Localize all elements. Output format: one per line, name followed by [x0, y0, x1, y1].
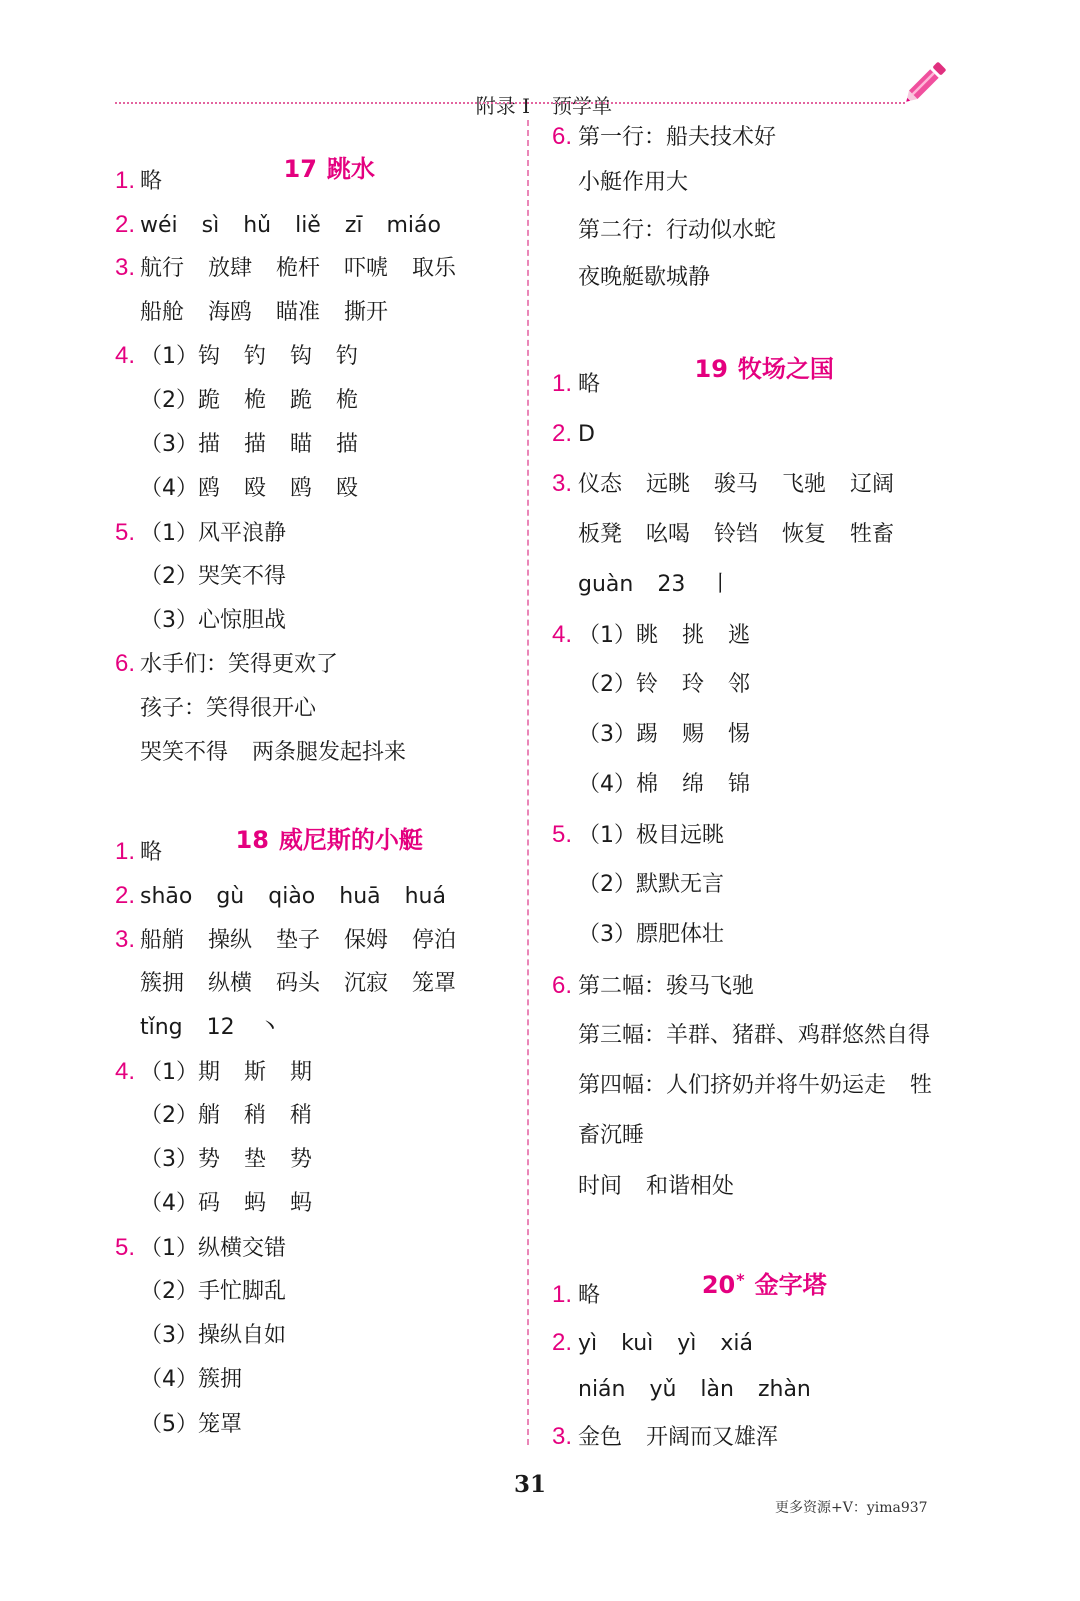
answer-text: 第一行：船夫技术好: [578, 125, 777, 150]
answer-text: tǐng 12 丶: [140, 1015, 281, 1040]
answer-line: [578, 870, 724, 900]
answer-text: （4）簇拥: [140, 1367, 242, 1392]
answer-line: [578, 670, 750, 700]
answer-text: （3）描 描 瞄 描: [140, 432, 358, 457]
answer-line: [140, 1277, 286, 1307]
question-number: 1.: [552, 370, 573, 397]
question-number: 1.: [115, 838, 136, 865]
answer-text: （3）膘肥体壮: [578, 922, 724, 947]
answer-text: 第二行：行动似水蛇: [578, 218, 777, 243]
answer-line: [115, 253, 456, 283]
answer-text: （2）铃 玲 邻: [578, 672, 750, 697]
question-number: 2.: [552, 1329, 573, 1356]
answer-text: guàn 23 丨: [578, 572, 732, 597]
header-dotted-rule: [115, 102, 905, 104]
answer-text: 金色 开阔而又雄浑: [578, 1425, 778, 1450]
answer-text: （4）码 蚂 蚂: [140, 1191, 312, 1216]
question-number: 3.: [115, 926, 136, 953]
answer-text: （4）棉 绵 锦: [578, 772, 750, 797]
answer-line: [115, 1057, 312, 1087]
answer-line: [552, 469, 894, 499]
answer-line: [578, 520, 894, 550]
question-number: 4.: [115, 1058, 136, 1085]
column-divider: [527, 120, 529, 1445]
answer-line: [552, 1422, 778, 1452]
answer-line: [552, 620, 750, 650]
answer-text: （3）操纵自如: [140, 1323, 286, 1348]
page-number: 31: [513, 1471, 546, 1498]
answer-line: [552, 419, 595, 449]
answer-line: [115, 649, 338, 679]
answer-line: [552, 122, 776, 152]
answer-line: [115, 518, 286, 548]
section-number: 17: [283, 155, 317, 183]
answer-text: （2）哭笑不得: [140, 564, 286, 589]
answer-text: D: [578, 422, 595, 447]
question-number: 1.: [552, 1281, 573, 1308]
answer-text: 时间 和谐相处: [578, 1174, 734, 1199]
answer-text: wéi sì hǔ liě zī miáo: [140, 213, 441, 238]
answer-text: （2）手忙脚乱: [140, 1279, 286, 1304]
question-number: 4.: [552, 621, 573, 648]
question-number: 5.: [552, 821, 573, 848]
section-number: 20: [701, 1271, 736, 1299]
answer-line: [140, 562, 286, 592]
section-number: 18: [235, 826, 269, 854]
answer-line: [140, 1145, 312, 1175]
answer-line: [578, 216, 776, 246]
answer-text: （1）纵横交错: [140, 1236, 286, 1261]
answer-line: [140, 1013, 281, 1043]
answer-line: [552, 369, 600, 399]
answer-text: （1）风平浪静: [140, 521, 286, 546]
answer-text: 略: [140, 169, 163, 194]
answer-text: 哭笑不得 两条腿发起抖来: [140, 740, 406, 765]
answer-text: （5）笼罩: [140, 1412, 242, 1437]
answer-line: [578, 720, 750, 750]
answer-text: （2）艄 稍 稍: [140, 1103, 312, 1128]
answer-line: [140, 1321, 286, 1351]
answer-line: [578, 770, 750, 800]
answer-text: （2）跪 桅 跪 桅: [140, 388, 358, 413]
answer-text: 第二幅：骏马飞驰: [578, 974, 755, 999]
answer-text: nián yǔ làn zhàn: [578, 1377, 811, 1402]
answer-line: [140, 386, 358, 416]
answer-line: [140, 474, 358, 504]
answer-line: [578, 1021, 930, 1051]
answer-text: （1）眺 挑 逃: [578, 623, 750, 648]
header-title: 预学单: [551, 94, 612, 118]
section-heading: [550, 1232, 945, 1299]
answer-line: [115, 210, 441, 240]
answer-line: [578, 1071, 932, 1101]
answer-line: [140, 1365, 242, 1395]
answer-line: [140, 430, 358, 460]
answer-text: 略: [140, 840, 163, 865]
answer-line: [552, 1328, 753, 1358]
question-number: 2.: [552, 420, 573, 447]
answer-line: [140, 1189, 312, 1219]
section-title: 牧场之国: [737, 355, 834, 383]
answer-text: 板凳 吆喝 铃铛 恢复 牲畜: [578, 522, 894, 547]
answer-line: [140, 969, 456, 999]
answer-line: [552, 971, 754, 1001]
answer-line: [140, 1410, 242, 1440]
answer-line: [140, 694, 316, 724]
answer-line: [578, 1172, 734, 1202]
section-title: 金字塔: [754, 1271, 827, 1299]
answer-text: 第三幅：羊群、猪群、鸡群悠然自得: [578, 1023, 931, 1048]
answer-line: [578, 1121, 644, 1151]
question-number: 3.: [115, 254, 136, 281]
question-number: 3.: [552, 470, 573, 497]
answer-line: [552, 1280, 600, 1310]
answer-text: 航行 放肆 桅杆 吓唬 取乐: [140, 256, 456, 281]
answer-line: [578, 570, 731, 600]
answer-text: （1）极目远眺: [578, 823, 724, 848]
question-number: 3.: [552, 1423, 573, 1450]
answer-line: [578, 920, 724, 950]
answer-text: 小艇作用大: [578, 170, 689, 195]
answer-text: 略: [578, 372, 601, 397]
answer-text: 仪态 远眺 骏马 飞驰 辽阔: [578, 472, 894, 497]
answer-text: （3）势 垫 势: [140, 1147, 312, 1172]
answer-line: [115, 925, 456, 955]
answer-line: [552, 820, 724, 850]
section-number: 19: [694, 355, 728, 383]
question-number: 2.: [115, 211, 136, 238]
section-heading: [550, 321, 945, 383]
question-number: 2.: [115, 882, 136, 909]
answer-line: [140, 298, 388, 328]
question-number: 1.: [115, 167, 136, 194]
question-number: 5.: [115, 519, 136, 546]
answer-line: [140, 738, 406, 768]
answer-text: shāo gù qiào huā huá: [140, 884, 446, 909]
optional-mark: *: [736, 1270, 745, 1289]
question-number: 6.: [552, 123, 573, 150]
answer-text: 船舱 海鸥 瞄准 撕开: [140, 300, 388, 325]
section-title: 跳水: [326, 155, 375, 183]
section-heading: [115, 792, 510, 854]
appendix-label: 附录 I: [475, 94, 530, 118]
answer-line: [115, 881, 446, 911]
answer-line: [578, 1375, 811, 1405]
answer-text: 水手们：笑得更欢了: [140, 652, 339, 677]
answer-line: [578, 168, 688, 198]
page-header: [463, 64, 612, 120]
answer-text: 畜沉睡: [578, 1123, 645, 1148]
answer-line: [115, 1233, 286, 1263]
section-title: 威尼斯的小艇: [278, 826, 423, 854]
answer-line: [115, 166, 162, 196]
answer-text: yì kuì yì xiá: [578, 1331, 753, 1356]
answer-text: （1）钩 钓 钩 钓: [140, 344, 358, 369]
answer-line: [115, 341, 358, 371]
question-number: 4.: [115, 342, 136, 369]
answer-text: 孩子：笑得很开心: [140, 696, 317, 721]
answer-line: [140, 606, 286, 636]
question-number: 6.: [115, 650, 136, 677]
answer-text: （3）踢 赐 惕: [578, 722, 750, 747]
answer-text: 略: [578, 1283, 601, 1308]
answer-text: 第四幅：人们挤奶并将牛奶运走 牲: [578, 1073, 932, 1098]
answer-text: （4）鸥 殴 鸥 殴: [140, 476, 358, 501]
answer-text: 簇拥 纵横 码头 沉寂 笼罩: [140, 971, 456, 996]
answer-line: [140, 1101, 312, 1131]
answer-text: 夜晚艇歇城静: [578, 265, 711, 290]
question-number: 6.: [552, 972, 573, 999]
pencil-icon: [898, 56, 952, 110]
section-heading: [115, 121, 510, 183]
answer-text: （1）期 斯 期: [140, 1060, 312, 1085]
answer-line: [115, 837, 162, 867]
question-number: 5.: [115, 1234, 136, 1261]
footer-promo-text: 更多资源+V：yima937: [775, 1500, 928, 1516]
answer-text: （3）心惊胆战: [140, 608, 286, 633]
answer-text: （2）默默无言: [578, 872, 724, 897]
answer-text: 船艄 操纵 垫子 保姆 停泊: [140, 928, 456, 953]
answer-line: [578, 263, 710, 293]
